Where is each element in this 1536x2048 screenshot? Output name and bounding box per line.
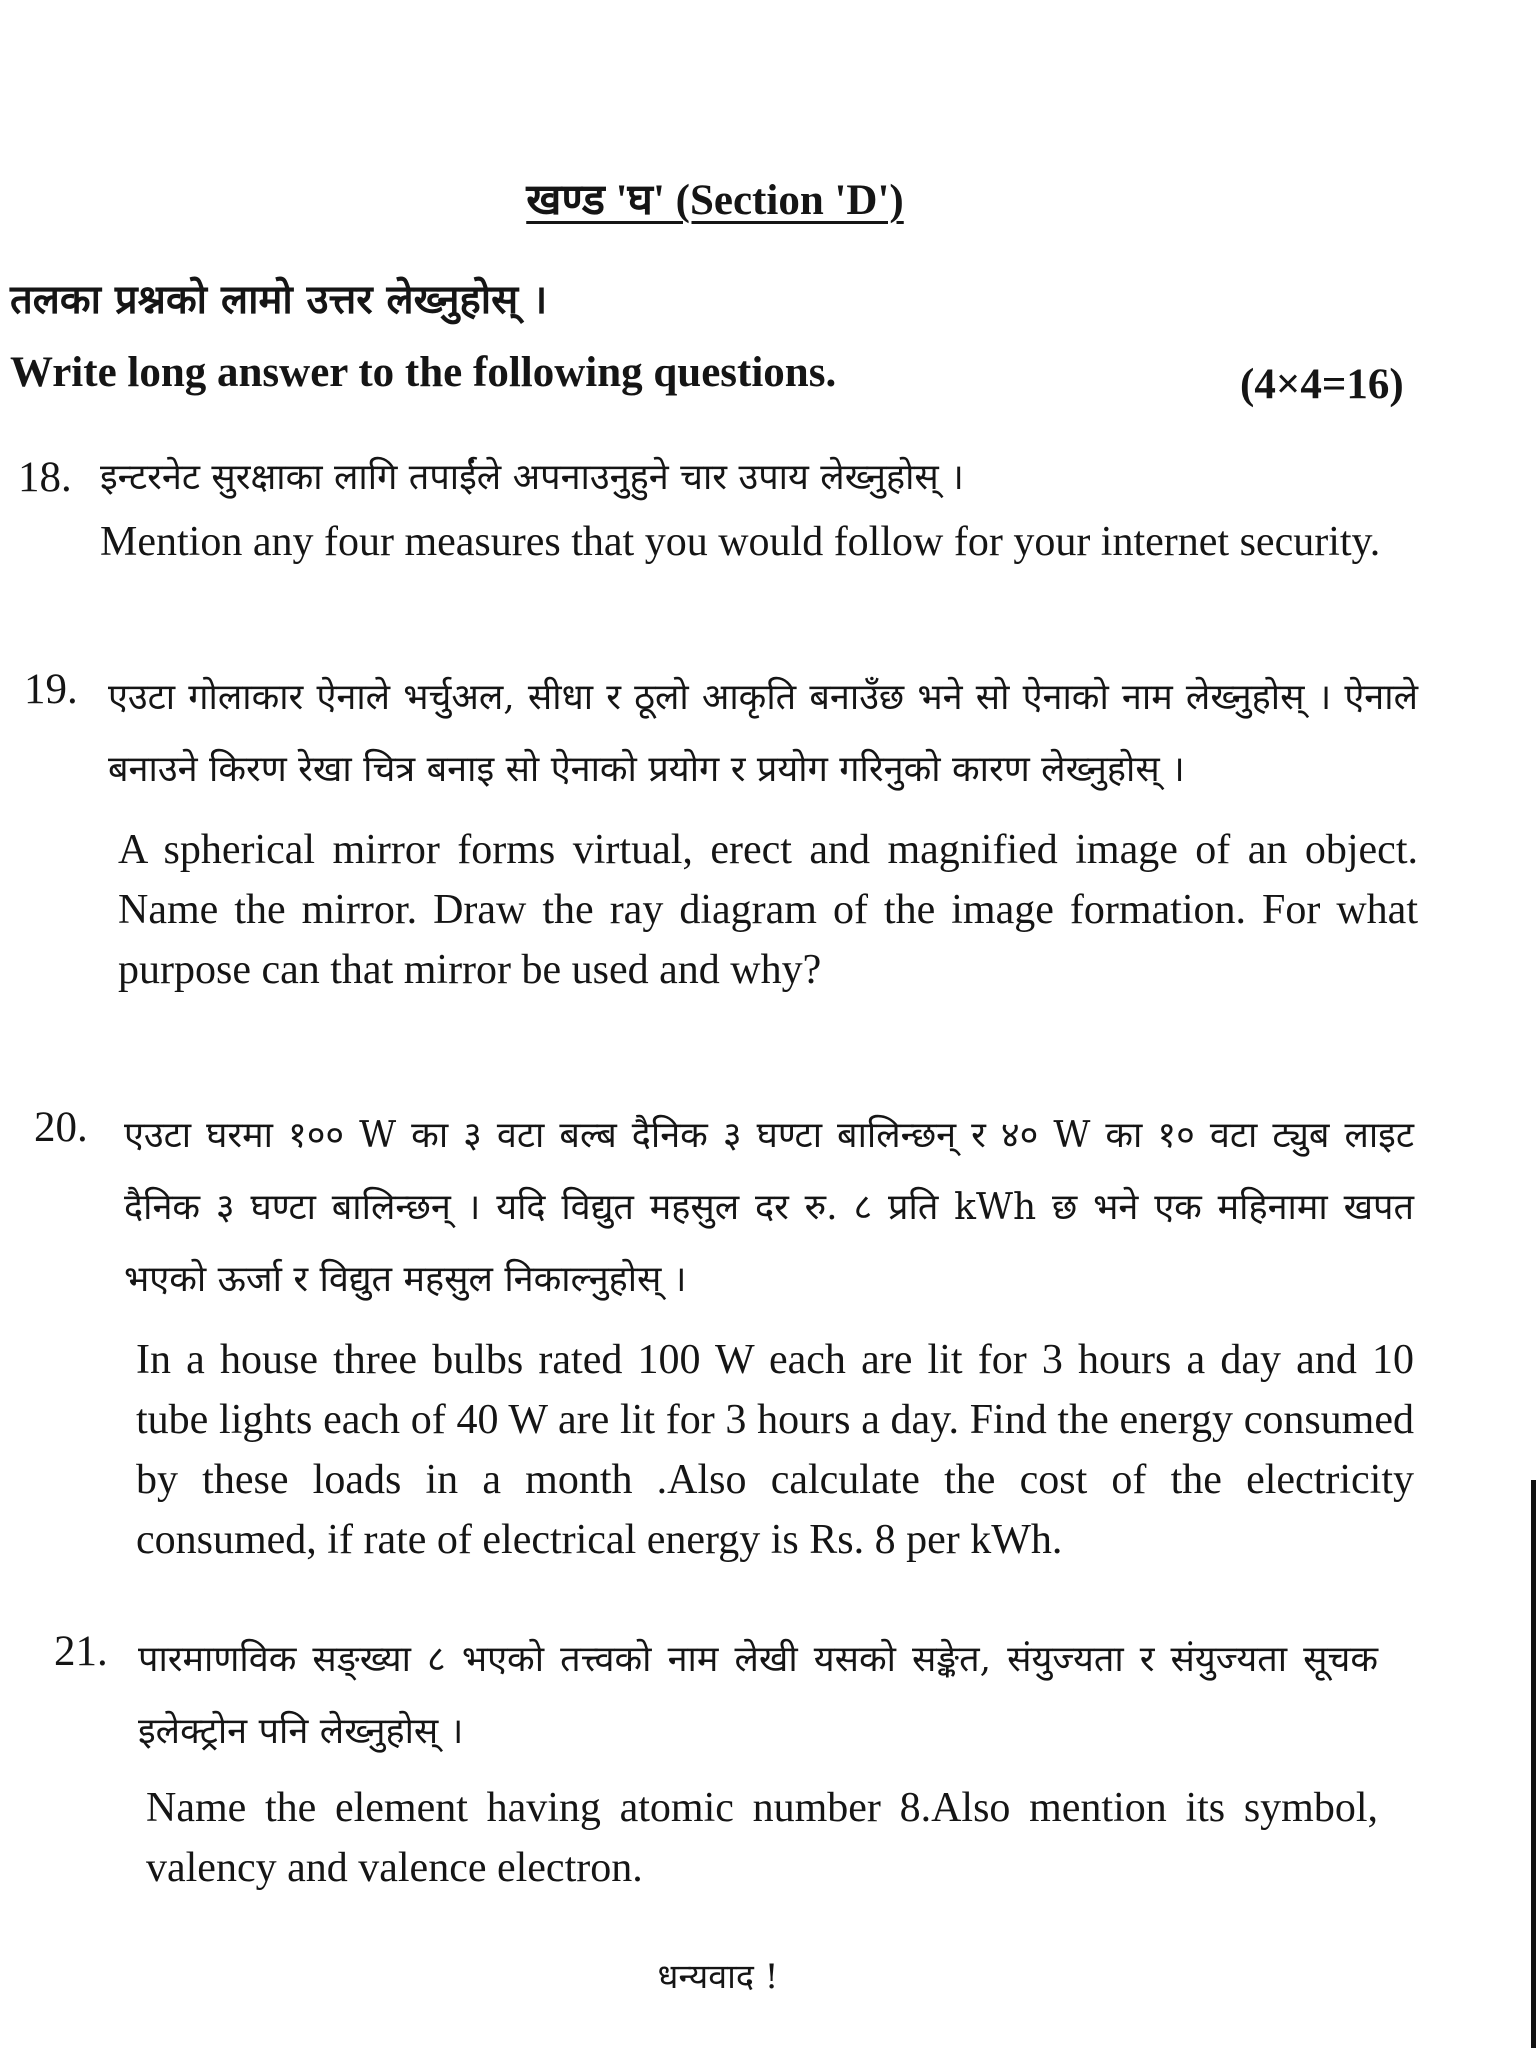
question-text-nepali: एउटा गोलाकार ऐनाले भर्चुअल, सीधा र ठूलो आकृति बनाउँछ भने सो ऐनाको नाम लेख्नुहोस् । ऐनाले बनाउने किरण रेखा चित्र बनाइ सो ऐनाको प्रयोग र प्रयोग गरिनुको कारण लेख्नुहोस् । bbox=[108, 677, 1418, 790]
question-text-nepali: इन्टरनेट सुरक्षाका लागि तपाईंले अपनाउनुहुने चार उपाय लेख्नुहोस् । bbox=[100, 457, 964, 498]
question-20 bbox=[34, 1100, 1420, 1570]
question-number: 20. bbox=[34, 1104, 88, 1151]
question-21 bbox=[54, 1624, 1420, 1898]
question-text-nepali: पारमाणविक सङ्ख्या ८ भएको तत्त्वको नाम लेखी यसको सङ्केत, संयुज्यता र संयुज्यता सूचक इलेक्ट्रोन पनि लेख्नुहोस् । bbox=[138, 1639, 1378, 1752]
question-text-english: In a house three bulbs rated 100 W each are lit for 3 hours a day and 10 tube lights each of 40 W are lit for 3 hours a day. Find the energy consumed by these loads in a month .Also calculate the cost of the electricity consumed, if rate of electrical energy is Rs. 8 per kWh. bbox=[136, 1337, 1414, 1563]
question-text-english: A spherical mirror forms virtual, erect and magnified image of an object. Name the mirror. Draw the ray diagram of the image formation. For what purpose can that mirror be used and why? bbox=[118, 827, 1418, 993]
section-title-text: खण्ड 'घ' (Section 'D') bbox=[526, 177, 904, 224]
question-text-english: Name the element having atomic number 8.Also mention its symbol, valency and valence electron. bbox=[146, 1785, 1378, 1891]
instruction-nepali: तलका प्रश्नको लामो उत्तर लेख्नुहोस् । bbox=[10, 277, 548, 323]
question-text-english: Mention any four measures that you would follow for your internet security. bbox=[100, 519, 1381, 565]
question-19 bbox=[24, 662, 1420, 1000]
instruction-english: Write long answer to the following questions. bbox=[10, 349, 837, 396]
closing-thanks: धन्यवाद ! bbox=[657, 1957, 779, 1997]
question-text-nepali: एउटा घरमा १०० W का ३ वटा बल्ब दैनिक ३ घण्टा बालिन्छन् र ४० W का १० वटा ट्युब लाइट दैनिक ३ घण्टा बालिन्छन् । यदि विद्युत महसुल दर रु. ८ प्रति kWh छ भने एक महिनामा खपत भएको ऊर्जा र विद्युत महसुल निकाल्नुहोस् । bbox=[124, 1115, 1414, 1300]
page-edge-shadow bbox=[1531, 1480, 1536, 2048]
section-heading bbox=[0, 168, 1430, 227]
question-number: 18. bbox=[18, 454, 72, 501]
question-number: 21. bbox=[54, 1628, 108, 1675]
question-18 bbox=[18, 450, 1418, 572]
question-number: 19. bbox=[24, 666, 78, 713]
marks-allocation: (4×4=16) bbox=[1240, 361, 1404, 408]
